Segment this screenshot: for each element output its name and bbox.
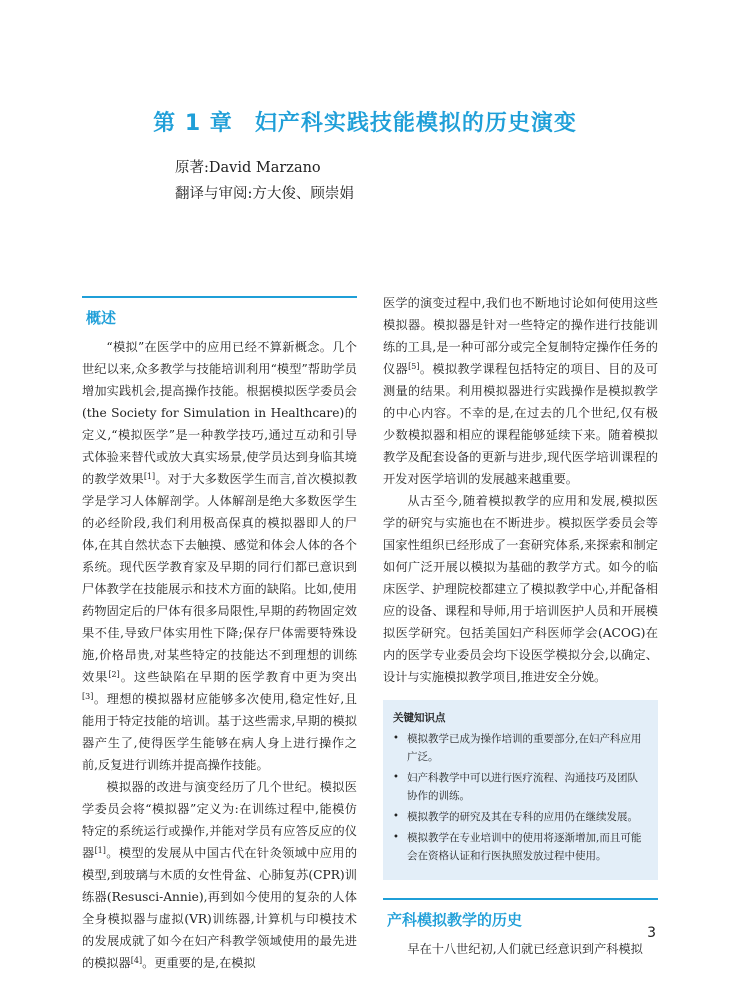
author-credit: 原著:David Marzano bbox=[175, 160, 321, 176]
section-heading-history: 产科模拟教学的历史 bbox=[387, 911, 523, 929]
page-number: 3 bbox=[647, 925, 656, 941]
paragraph: 医学的演变过程中,我们也不断地讨论如何使用这些模拟器。模拟器是针对一些特定的操作进行技能训练的工具,是一种可部分或完全复制特定操作任务的仪器[5]。模拟教学课程包括特定的项目、目的及可测量的结果。利用模拟器进行实践操作是模拟教学的中心内容。不幸的是,在过去的几个世纪,仅有极少数模拟器和相应的课程能够延续下来。随着模拟教学及配套设备的更新与进步,现代医学培训课程的开发对医学培训的发展越来越重要。 bbox=[383, 296, 659, 486]
citation: [1] bbox=[143, 472, 156, 481]
citation: [3] bbox=[82, 692, 94, 701]
section-rule bbox=[82, 296, 357, 298]
key-points-list bbox=[393, 730, 646, 865]
list-item: • 模拟教学已成为操作培训的重要部分,在妇产科应用广泛。 bbox=[393, 730, 646, 766]
section-heading-overview: 概述 bbox=[86, 309, 117, 327]
citation: [4] bbox=[130, 956, 143, 965]
bullet-icon: • bbox=[393, 832, 399, 843]
list-item: • 模拟教学的研究及其在专科的应用仍在继续发展。 bbox=[393, 808, 646, 826]
translator-credit: 翻译与审阅:方大俊、顾崇娟 bbox=[175, 186, 354, 202]
chapter-title bbox=[0, 106, 730, 137]
list-item: • 模拟教学在专业培训中的使用将逐渐增加,而且可能会在资格认证和行医执照发放过程中使用。 bbox=[393, 829, 646, 865]
key-points-box bbox=[383, 700, 658, 880]
citation: [2] bbox=[108, 670, 120, 679]
bullet-icon: • bbox=[393, 772, 399, 783]
paragraph: “模拟”在医学中的应用已经不算新概念。几个世纪以来,众多教学与技能培训利用“模型”帮助学员增加实践机会,提高操作技能。根据模拟医学委员会(the Society for Simulation in Healthcare)的定义,“模拟医学”是一种教学技巧,通过互动和引导式体验来替代或放大真实场景,使学员达到身临其境的教学效果[1]。对于大多数医学生而言,首次模拟教学是学习人体解剖学。人体解剖是绝大多数医学生的必经阶段,我们利用极高保真的模拟器即人的尸体,在其自然状态下去触摸、感觉和体会人体的各个系统。现代医学教育家及早期的同行们都已意识到尸体教学在技能展示和技术方面的缺陷。比如,使用药物固定后的尸体有很多局限性,早期的药物固定效果不佳,导致尸体实用性下降;保存尸体需要特殊设施,价格昂贵,对某些特定的技能达不到理想的训练效果[2]。这些缺陷在早期的医学教育中更为突出[3]。理想的模拟器材应能够多次使用,稳定性好,且能用于特定技能的培训。基于这些需求,早期的模拟器产生了,使得医学生能够在病人身上进行操作之前,反复进行训练并提高操作技能。 bbox=[82, 340, 358, 772]
bullet-icon: • bbox=[393, 811, 399, 822]
citation: [5] bbox=[408, 362, 420, 371]
right-column bbox=[383, 292, 658, 960]
paragraph: 模拟器的改进与演变经历了几个世纪。模拟医学委员会将“模拟器”定义为:在训练过程中,能模仿特定的系统运行或操作,并能对学员有应答反应的仪器[1]。模型的发展从中国古代在针灸领域中应用的模型,到玻璃与木质的女性骨盆、心肺复苏(CPR)训练器(Resusci-Annie),再到如今使用的复杂的人体全身模拟器与虚拟(VR)训练器,计算机与印模技术的发展成就了如今在妇产科教学领域使用的最先进的模拟器[4]。更重要的是,在模拟 bbox=[82, 780, 358, 970]
key-points-title: 关键知识点 bbox=[393, 712, 446, 724]
paragraph: 早在十八世纪初,人们就已经意识到产科模拟 bbox=[407, 942, 643, 956]
left-column bbox=[82, 296, 357, 974]
section-history bbox=[383, 898, 658, 960]
bullet-icon: • bbox=[393, 733, 399, 744]
paragraph: 从古至今,随着模拟教学的应用和发展,模拟医学的研究与实施也在不断进步。模拟医学委员会等国家性组织已经形成了一套研究体系,来探索和制定如何广泛开展以模拟为基础的教学方式。如今的临床医学、护理院校都建立了模拟教学中心,并配备相应的设备、课程和导师,用于培训医护人员和开展模拟医学研究。包括美国妇产科医师学会(ACOG)在内的医学专业委员会均下设医学模拟分会,以确定、设计与实施模拟教学项目,推进安全分娩。 bbox=[383, 494, 658, 684]
chapter-label: 第 1 章 bbox=[153, 111, 233, 136]
citation: [1] bbox=[94, 846, 106, 855]
section-rule bbox=[383, 898, 658, 900]
list-item: • 妇产科教学中可以进行医疗流程、沟通技巧及团队协作的训练。 bbox=[393, 769, 646, 805]
chapter-name: 妇产科实践技能模拟的历史演变 bbox=[254, 111, 577, 136]
